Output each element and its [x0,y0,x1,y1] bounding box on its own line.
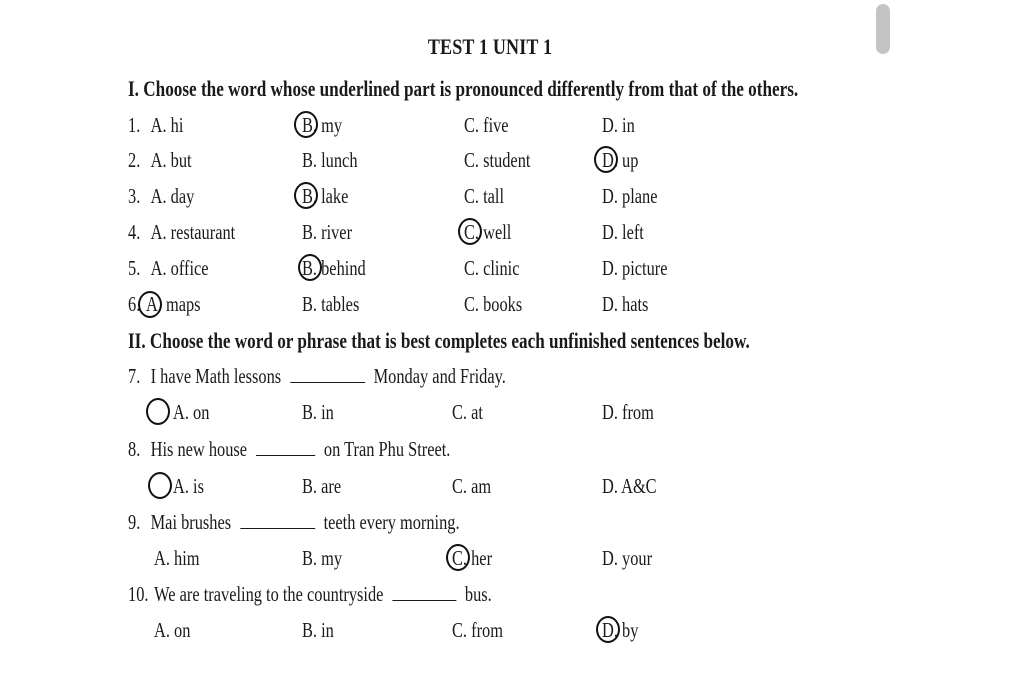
option-a: A. is [173,474,204,498]
question-number: 2. [128,148,141,172]
option-c: C. books [464,292,523,316]
option-d: D. in [602,113,635,137]
answer-circle-q6 [138,291,162,318]
question-10-stem [128,582,492,607]
option-d: D. A&C [602,474,657,498]
question-5-row [128,256,209,281]
option-c: C. five [464,113,509,137]
option-b: B. behind [302,256,366,280]
option-c: C. her [452,546,493,570]
option-a: A. on [173,400,210,424]
stem-after: teeth every morning. [323,510,460,534]
answer-blank [290,366,365,383]
option-c: C. am [452,474,492,498]
answer-circle-q7 [146,398,170,425]
question-9-stem [128,510,460,535]
section-1-heading: I. Choose the word whose underlined part is pronounced differently from that of the others. [128,76,799,101]
section-2-heading: II. Choose the word or phrase that is best completes each unfinished sentences below. [128,328,750,353]
question-3-row [128,184,194,209]
question-1-row [128,113,183,138]
stem-after: bus. [464,582,492,606]
option-d: D. from [602,400,654,424]
option-b: B. my [302,113,343,137]
option-b: B. tables [302,292,360,316]
stem-after: on Tran Phu Street. [323,437,451,461]
option-a: A. restaurant [150,220,236,244]
option-a: A. him [154,546,200,570]
option-d: D. plane [602,184,658,208]
answer-circle-q9 [446,544,470,571]
option-a: A. office [150,256,209,280]
option-b: B. river [302,220,353,244]
option-b: B. lake [302,184,349,208]
question-4-row [128,220,235,245]
option-c: C. clinic [464,256,520,280]
answer-circle-q1 [294,111,318,138]
option-d: D. your [602,546,653,570]
option-b: B. lunch [302,148,358,172]
option-b: B. in [302,400,334,424]
answer-blank [240,512,315,529]
question-number: 7. [128,364,141,388]
answer-circle-q2 [594,146,618,173]
stem-after: Monday and Friday. [373,364,506,388]
option-a: A. but [150,148,192,172]
question-number: 9. [128,510,141,534]
stem-before: We are traveling to the countryside [154,582,384,606]
option-d: D. picture [602,256,668,280]
answer-circle-q8 [148,472,172,499]
answer-circle-q5 [298,254,322,281]
question-number: 10. [128,582,149,606]
answer-circle-q3 [294,182,318,209]
option-b: B. in [302,618,334,642]
question-2-row [128,148,192,173]
page-title: TEST 1 UNIT 1 [427,34,553,59]
option-c: C. at [452,400,483,424]
question-number: 6. [128,292,141,316]
option-a: A. on [154,618,191,642]
option-d: D. up [602,148,639,172]
answer-blank [392,584,456,601]
option-c: C. from [452,618,503,642]
stem-before: I have Math lessons [150,364,282,388]
question-number: 5. [128,256,141,280]
stem-before: His new house [150,437,248,461]
option-d: D. hats [602,292,649,316]
answer-circle-q10 [596,616,620,643]
question-number: 3. [128,184,141,208]
option-a: A. hi [150,113,184,137]
question-number: 1. [128,113,141,137]
question-8-stem [128,437,450,462]
stem-before: Mai brushes [150,510,232,534]
option-a: A. maps [145,292,201,316]
option-c: C. tall [464,184,505,208]
answer-circle-q4 [458,218,482,245]
answer-blank [256,439,315,456]
question-number: 8. [128,437,141,461]
question-number: 4. [128,220,141,244]
option-b: B. are [302,474,342,498]
option-c: C. well [464,220,512,244]
question-7-stem [128,364,506,389]
option-d: D. left [602,220,644,244]
option-d: D. by [602,618,639,642]
option-a: A. day [150,184,195,208]
option-c: C. student [464,148,531,172]
option-b: B. my [302,546,343,570]
